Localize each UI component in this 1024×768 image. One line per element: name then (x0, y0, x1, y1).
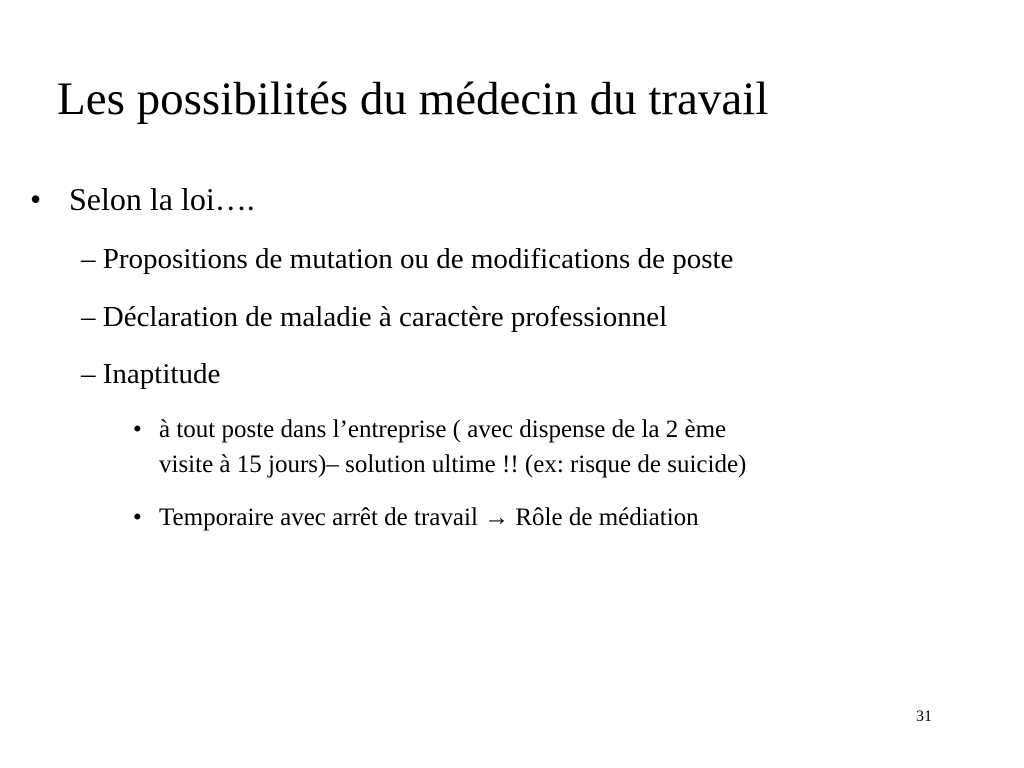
bullet-selon-la-loi (30, 180, 255, 218)
sub-bullet-declaration (81, 300, 667, 335)
sub-sub-bullet-line: visite à 15 jours)– solution ultime !! (ex: risque de suicide) (159, 450, 747, 478)
slide-title: Les possibilités du médecin du travail (57, 73, 769, 125)
sub-sub-bullet-temporaire (133, 501, 699, 536)
bullet-marker: • (30, 181, 42, 217)
sub-sub-bullet-line: Temporaire avec arrêt de travail → Rôle de médiation (159, 504, 699, 531)
dash-marker: – (81, 243, 96, 275)
bullet-marker: • (133, 504, 142, 531)
bullet-marker: • (133, 416, 142, 443)
sub-sub-bullet-tout-poste (133, 413, 746, 482)
sub-bullet-text: Déclaration de maladie à caractère professionnel (102, 301, 668, 333)
sub-sub-bullet-line: à tout poste dans l’entreprise ( avec dispense de la 2 ème (159, 416, 727, 443)
bullet-text: Selon la loi…. (69, 181, 255, 217)
sub-bullet-inaptitude (81, 357, 220, 392)
sub-bullet-text: Inaptitude (102, 358, 221, 390)
sub-bullet-propositions (81, 242, 733, 277)
sub-bullet-text: Propositions de mutation ou de modifications de poste (102, 243, 734, 275)
dash-marker: – (81, 358, 96, 390)
dash-marker: – (81, 301, 96, 333)
slide-number: 31 (916, 708, 932, 725)
